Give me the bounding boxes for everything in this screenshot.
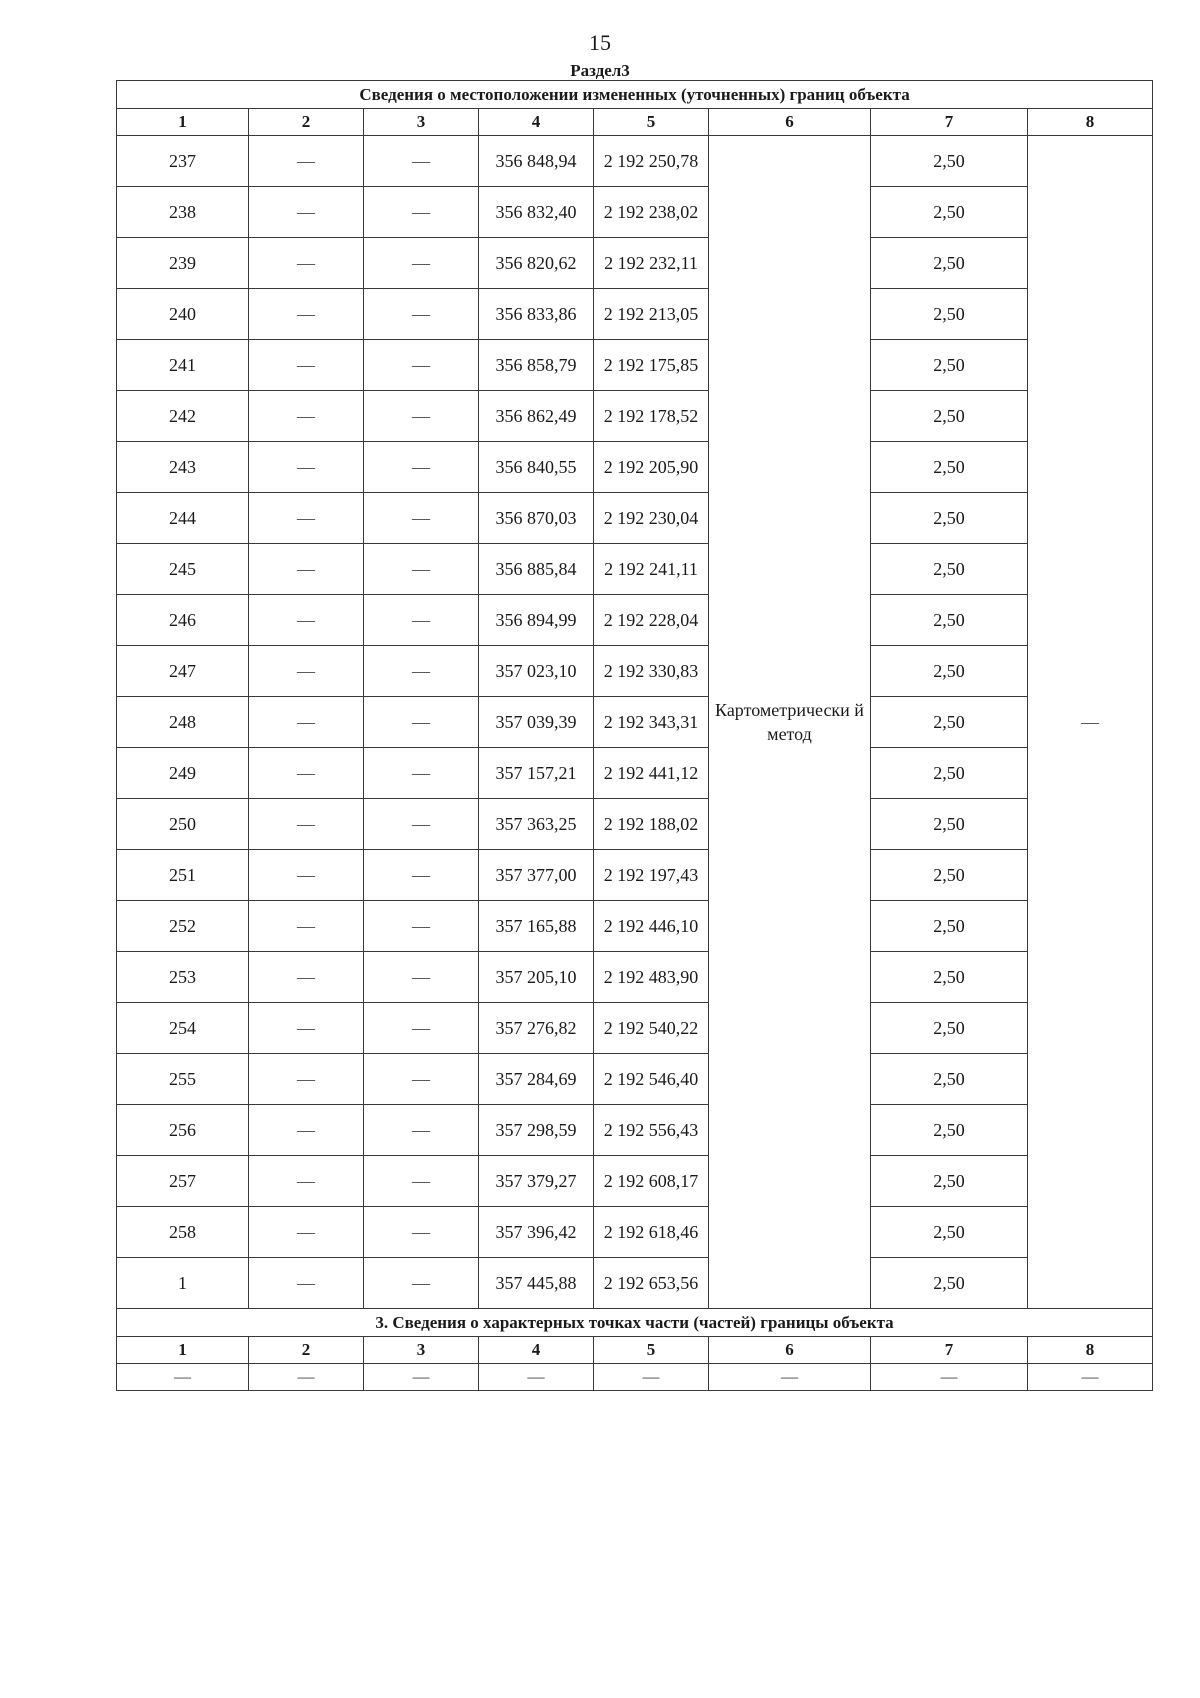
- col3-cell: —: [364, 187, 479, 238]
- part-column-header: 4: [479, 1337, 594, 1364]
- column-header: 3: [364, 109, 479, 136]
- part-cell: —: [479, 1364, 594, 1391]
- column-header: 2: [249, 109, 364, 136]
- table-row: [117, 1156, 1153, 1207]
- table-row: [117, 1003, 1153, 1054]
- part-cell: —: [709, 1364, 871, 1391]
- table-row: [117, 442, 1153, 493]
- col3-cell: —: [364, 544, 479, 595]
- part-cell: —: [117, 1364, 249, 1391]
- col2-cell: —: [249, 697, 364, 748]
- accuracy-cell: 2,50: [871, 493, 1028, 544]
- x-coordinate-cell: 356 848,94: [479, 136, 594, 187]
- col3-cell: —: [364, 391, 479, 442]
- table-row: [117, 136, 1153, 187]
- y-coordinate-cell: 2 192 556,43: [594, 1105, 709, 1156]
- page-number: 15: [589, 30, 611, 55]
- col2-cell: —: [249, 952, 364, 1003]
- table-row: [117, 289, 1153, 340]
- part-cell: —: [594, 1364, 709, 1391]
- accuracy-cell: 2,50: [871, 595, 1028, 646]
- boundary-table: [116, 80, 1153, 1391]
- part-column-header: 1: [117, 1337, 249, 1364]
- column-header: 1: [117, 109, 249, 136]
- part-cell: —: [364, 1364, 479, 1391]
- col3-cell: —: [364, 289, 479, 340]
- point-number-cell: 250: [117, 799, 249, 850]
- point-number-cell: 242: [117, 391, 249, 442]
- table-title: Сведения о местоположении измененных (уточненных) границ объекта: [117, 81, 1153, 109]
- y-coordinate-cell: 2 192 197,43: [594, 850, 709, 901]
- y-coordinate-cell: 2 192 238,02: [594, 187, 709, 238]
- y-coordinate-cell: 2 192 241,11: [594, 544, 709, 595]
- y-coordinate-cell: 2 192 228,04: [594, 595, 709, 646]
- col2-cell: —: [249, 1156, 364, 1207]
- col2-cell: —: [249, 1207, 364, 1258]
- x-coordinate-cell: 356 870,03: [479, 493, 594, 544]
- point-number-cell: 244: [117, 493, 249, 544]
- col3-cell: —: [364, 952, 479, 1003]
- table-row: [117, 748, 1153, 799]
- table-row: [117, 697, 1153, 748]
- table-row: [117, 1258, 1153, 1309]
- accuracy-cell: 2,50: [871, 340, 1028, 391]
- point-number-cell: 253: [117, 952, 249, 1003]
- x-coordinate-cell: 357 205,10: [479, 952, 594, 1003]
- column-header: 6: [709, 109, 871, 136]
- point-number-cell: 238: [117, 187, 249, 238]
- part-column-header: 6: [709, 1337, 871, 1364]
- table-row: [117, 493, 1153, 544]
- col3-cell: —: [364, 238, 479, 289]
- col3-cell: —: [364, 1054, 479, 1105]
- table-row: [117, 901, 1153, 952]
- point-number-cell: 246: [117, 595, 249, 646]
- x-coordinate-cell: 357 363,25: [479, 799, 594, 850]
- y-coordinate-cell: 2 192 653,56: [594, 1258, 709, 1309]
- y-coordinate-cell: 2 192 213,05: [594, 289, 709, 340]
- column-header-row: [117, 109, 1153, 136]
- x-coordinate-cell: 356 832,40: [479, 187, 594, 238]
- accuracy-cell: 2,50: [871, 289, 1028, 340]
- table-row: [117, 238, 1153, 289]
- accuracy-cell: 2,50: [871, 187, 1028, 238]
- x-coordinate-cell: 356 858,79: [479, 340, 594, 391]
- y-coordinate-cell: 2 192 250,78: [594, 136, 709, 187]
- col2-cell: —: [249, 442, 364, 493]
- table-row: [117, 1054, 1153, 1105]
- accuracy-cell: 2,50: [871, 1258, 1028, 1309]
- part-header-row: [117, 1337, 1153, 1364]
- x-coordinate-cell: 357 039,39: [479, 697, 594, 748]
- col2-cell: —: [249, 901, 364, 952]
- x-coordinate-cell: 357 379,27: [479, 1156, 594, 1207]
- part-cell: —: [249, 1364, 364, 1391]
- col2-cell: —: [249, 544, 364, 595]
- accuracy-cell: 2,50: [871, 238, 1028, 289]
- col2-cell: —: [249, 748, 364, 799]
- col3-cell: —: [364, 1258, 479, 1309]
- col3-cell: —: [364, 799, 479, 850]
- table-row: [117, 544, 1153, 595]
- table-row: [117, 391, 1153, 442]
- col3-cell: —: [364, 136, 479, 187]
- col3-cell: —: [364, 1156, 479, 1207]
- x-coordinate-cell: 356 894,99: [479, 595, 594, 646]
- x-coordinate-cell: 356 833,86: [479, 289, 594, 340]
- x-coordinate-cell: 357 377,00: [479, 850, 594, 901]
- table-row: [117, 1105, 1153, 1156]
- column-header: 4: [479, 109, 594, 136]
- table-row: [117, 850, 1153, 901]
- col3-cell: —: [364, 493, 479, 544]
- y-coordinate-cell: 2 192 608,17: [594, 1156, 709, 1207]
- y-coordinate-cell: 2 192 230,04: [594, 493, 709, 544]
- y-coordinate-cell: 2 192 483,90: [594, 952, 709, 1003]
- accuracy-cell: 2,50: [871, 544, 1028, 595]
- accuracy-cell: 2,50: [871, 136, 1028, 187]
- col3-cell: —: [364, 646, 479, 697]
- column-header: 5: [594, 109, 709, 136]
- accuracy-cell: 2,50: [871, 748, 1028, 799]
- col8-cell: —: [1028, 136, 1153, 1309]
- point-number-cell: 247: [117, 646, 249, 697]
- col2-cell: —: [249, 340, 364, 391]
- accuracy-cell: 2,50: [871, 901, 1028, 952]
- y-coordinate-cell: 2 192 205,90: [594, 442, 709, 493]
- col3-cell: —: [364, 595, 479, 646]
- col3-cell: —: [364, 748, 479, 799]
- y-coordinate-cell: 2 192 540,22: [594, 1003, 709, 1054]
- accuracy-cell: 2,50: [871, 391, 1028, 442]
- part-column-header: 3: [364, 1337, 479, 1364]
- part-data-row: [117, 1364, 1153, 1391]
- table-row: [117, 187, 1153, 238]
- x-coordinate-cell: 356 840,55: [479, 442, 594, 493]
- x-coordinate-cell: 356 885,84: [479, 544, 594, 595]
- point-number-cell: 239: [117, 238, 249, 289]
- y-coordinate-cell: 2 192 178,52: [594, 391, 709, 442]
- col2-cell: —: [249, 238, 364, 289]
- part-column-header: 2: [249, 1337, 364, 1364]
- col2-cell: —: [249, 289, 364, 340]
- table-row: [117, 595, 1153, 646]
- col2-cell: —: [249, 1003, 364, 1054]
- y-coordinate-cell: 2 192 175,85: [594, 340, 709, 391]
- part-title-row: [117, 1309, 1153, 1337]
- part-title: 3. Сведения о характерных точках части (частей) границы объекта: [117, 1309, 1153, 1337]
- point-number-cell: 256: [117, 1105, 249, 1156]
- col3-cell: —: [364, 1003, 479, 1054]
- point-number-cell: 258: [117, 1207, 249, 1258]
- column-header: 7: [871, 109, 1028, 136]
- x-coordinate-cell: 356 862,49: [479, 391, 594, 442]
- col2-cell: —: [249, 187, 364, 238]
- accuracy-cell: 2,50: [871, 1054, 1028, 1105]
- point-number-cell: 243: [117, 442, 249, 493]
- col2-cell: —: [249, 850, 364, 901]
- point-number-cell: 1: [117, 1258, 249, 1309]
- table-row: [117, 340, 1153, 391]
- col2-cell: —: [249, 646, 364, 697]
- accuracy-cell: 2,50: [871, 442, 1028, 493]
- x-coordinate-cell: 357 276,82: [479, 1003, 594, 1054]
- table-row: [117, 799, 1153, 850]
- part-column-header: 7: [871, 1337, 1028, 1364]
- point-number-cell: 249: [117, 748, 249, 799]
- accuracy-cell: 2,50: [871, 697, 1028, 748]
- x-coordinate-cell: 357 023,10: [479, 646, 594, 697]
- section-label: Раздел3: [570, 61, 630, 80]
- accuracy-cell: 2,50: [871, 1207, 1028, 1258]
- col3-cell: —: [364, 1105, 479, 1156]
- point-number-cell: 248: [117, 697, 249, 748]
- point-number-cell: 255: [117, 1054, 249, 1105]
- accuracy-cell: 2,50: [871, 799, 1028, 850]
- accuracy-cell: 2,50: [871, 850, 1028, 901]
- col2-cell: —: [249, 1105, 364, 1156]
- x-coordinate-cell: 357 165,88: [479, 901, 594, 952]
- accuracy-cell: 2,50: [871, 646, 1028, 697]
- y-coordinate-cell: 2 192 232,11: [594, 238, 709, 289]
- part-cell: —: [871, 1364, 1028, 1391]
- x-coordinate-cell: 356 820,62: [479, 238, 594, 289]
- col2-cell: —: [249, 1054, 364, 1105]
- y-coordinate-cell: 2 192 546,40: [594, 1054, 709, 1105]
- col2-cell: —: [249, 136, 364, 187]
- part-column-header: 5: [594, 1337, 709, 1364]
- accuracy-cell: 2,50: [871, 1156, 1028, 1207]
- point-number-cell: 251: [117, 850, 249, 901]
- col3-cell: —: [364, 442, 479, 493]
- point-number-cell: 252: [117, 901, 249, 952]
- point-number-cell: 241: [117, 340, 249, 391]
- column-header: 8: [1028, 109, 1153, 136]
- point-number-cell: 245: [117, 544, 249, 595]
- table-row: [117, 952, 1153, 1003]
- col2-cell: —: [249, 1258, 364, 1309]
- point-number-cell: 237: [117, 136, 249, 187]
- table-row: [117, 646, 1153, 697]
- y-coordinate-cell: 2 192 446,10: [594, 901, 709, 952]
- col3-cell: —: [364, 340, 479, 391]
- y-coordinate-cell: 2 192 188,02: [594, 799, 709, 850]
- x-coordinate-cell: 357 298,59: [479, 1105, 594, 1156]
- y-coordinate-cell: 2 192 441,12: [594, 748, 709, 799]
- part-cell: —: [1028, 1364, 1153, 1391]
- accuracy-cell: 2,50: [871, 952, 1028, 1003]
- x-coordinate-cell: 357 157,21: [479, 748, 594, 799]
- col3-cell: —: [364, 901, 479, 952]
- x-coordinate-cell: 357 396,42: [479, 1207, 594, 1258]
- col2-cell: —: [249, 493, 364, 544]
- accuracy-cell: 2,50: [871, 1003, 1028, 1054]
- point-number-cell: 254: [117, 1003, 249, 1054]
- col2-cell: —: [249, 595, 364, 646]
- x-coordinate-cell: 357 284,69: [479, 1054, 594, 1105]
- col2-cell: —: [249, 391, 364, 442]
- col3-cell: —: [364, 1207, 479, 1258]
- col2-cell: —: [249, 799, 364, 850]
- col3-cell: —: [364, 697, 479, 748]
- point-number-cell: 257: [117, 1156, 249, 1207]
- col3-cell: —: [364, 850, 479, 901]
- table-title-row: [117, 81, 1153, 109]
- part-column-header: 8: [1028, 1337, 1153, 1364]
- method-cell: Картометрически й метод: [709, 136, 871, 1309]
- accuracy-cell: 2,50: [871, 1105, 1028, 1156]
- y-coordinate-cell: 2 192 618,46: [594, 1207, 709, 1258]
- y-coordinate-cell: 2 192 343,31: [594, 697, 709, 748]
- x-coordinate-cell: 357 445,88: [479, 1258, 594, 1309]
- table-row: [117, 1207, 1153, 1258]
- y-coordinate-cell: 2 192 330,83: [594, 646, 709, 697]
- point-number-cell: 240: [117, 289, 249, 340]
